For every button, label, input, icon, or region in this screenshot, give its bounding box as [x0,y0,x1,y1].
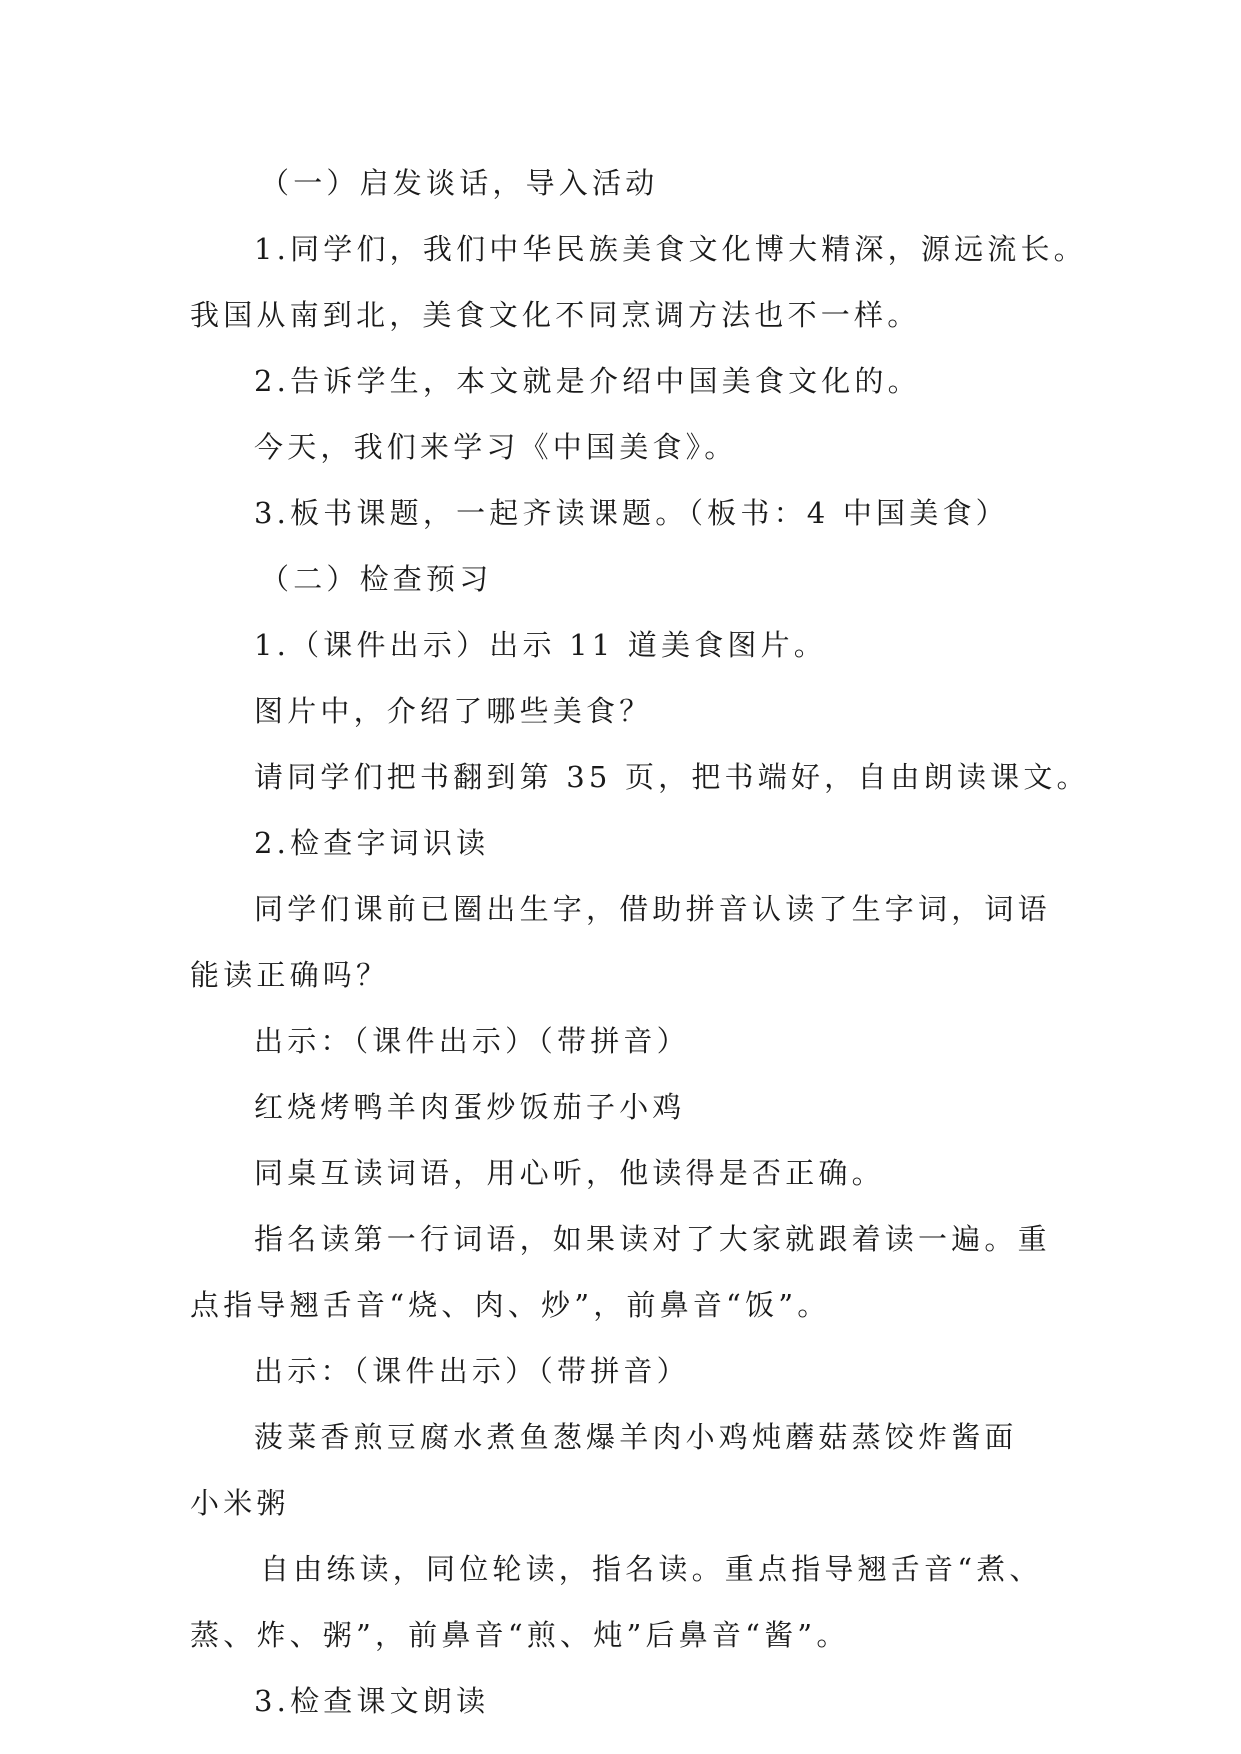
text-line: 3.板书课题，一起齐读课题。（板书：4 中国美食） [254,496,1009,530]
paragraph [190,414,1070,480]
section-heading [190,546,1070,612]
text-line: 图片中，介绍了哪些美食？ [254,694,653,728]
paragraph [190,612,1070,678]
text-line: 红烧烤鸭羊肉蛋炒饭茄子小鸡 [254,1090,686,1124]
paragraph [190,1668,1070,1734]
paragraph [190,1140,1070,1206]
text-line: 指名读第一行词语，如果读对了大家就跟着读一遍。重 [254,1222,1051,1256]
paragraph [190,1074,1070,1140]
paragraph [190,678,1070,744]
text-line: （二）检查预习 [260,562,493,596]
paragraph [190,1404,1070,1536]
paragraph [190,810,1070,876]
text-line: 3.检查课文朗读 [254,1684,490,1718]
text-line: 菠菜香煎豆腐水煮鱼葱爆羊肉小鸡炖蘑菇蒸饺炸酱面 [254,1420,1018,1454]
paragraph [190,876,1070,1008]
text-line: 1.（课件出示）出示 11 道美食图片。 [254,628,828,662]
paragraph [190,348,1070,414]
text-line: （一）启发谈话，导入活动 [260,166,659,200]
text-line: 点指导翘舌音“烧、肉、炒”，前鼻音“饭”。 [190,1288,831,1322]
text-line: 蒸、炸、粥”，前鼻音“煎、炖”后鼻音“酱”。 [190,1618,850,1652]
text-line: 出示：（课件出示）（带拼音） [254,1024,690,1058]
document-body [190,150,1090,1734]
text-line: 能读正确吗？ [190,958,390,992]
text-line: 同学们课前已圈出生字，借助拼音认读了生字词，词语 [254,892,1051,926]
text-line: 自由练读，同位轮读，指名读。重点指导翘舌音“煮、 [260,1552,1043,1586]
paragraph [190,1536,1070,1668]
text-line: 2.检查字词识读 [254,826,490,860]
text-line: 1.同学们，我们中华民族美食文化博大精深，源远流长。 [254,232,1087,266]
text-line: 小米粥 [190,1486,290,1520]
paragraph [190,1008,1070,1074]
text-line: 同桌互读词语，用心听，他读得是否正确。 [254,1156,885,1190]
text-line: 2.告诉学生，本文就是介绍中国美食文化的。 [254,364,921,398]
paragraph [190,1206,1070,1338]
text-line: 出示：（课件出示）（带拼音） [254,1354,690,1388]
paragraph [190,744,1090,810]
section-heading [190,150,1070,216]
text-line: 请同学们把书翻到第 35 页，把书端好，自由朗读课文。 [254,760,1090,794]
paragraph [190,216,1087,348]
paragraph [190,480,1070,546]
document-page [190,150,1090,1734]
paragraph [190,1338,1070,1404]
text-line: 今天，我们来学习《中国美食》。 [254,430,738,464]
text-line: 我国从南到北，美食文化不同烹调方法也不一样。 [190,298,921,332]
